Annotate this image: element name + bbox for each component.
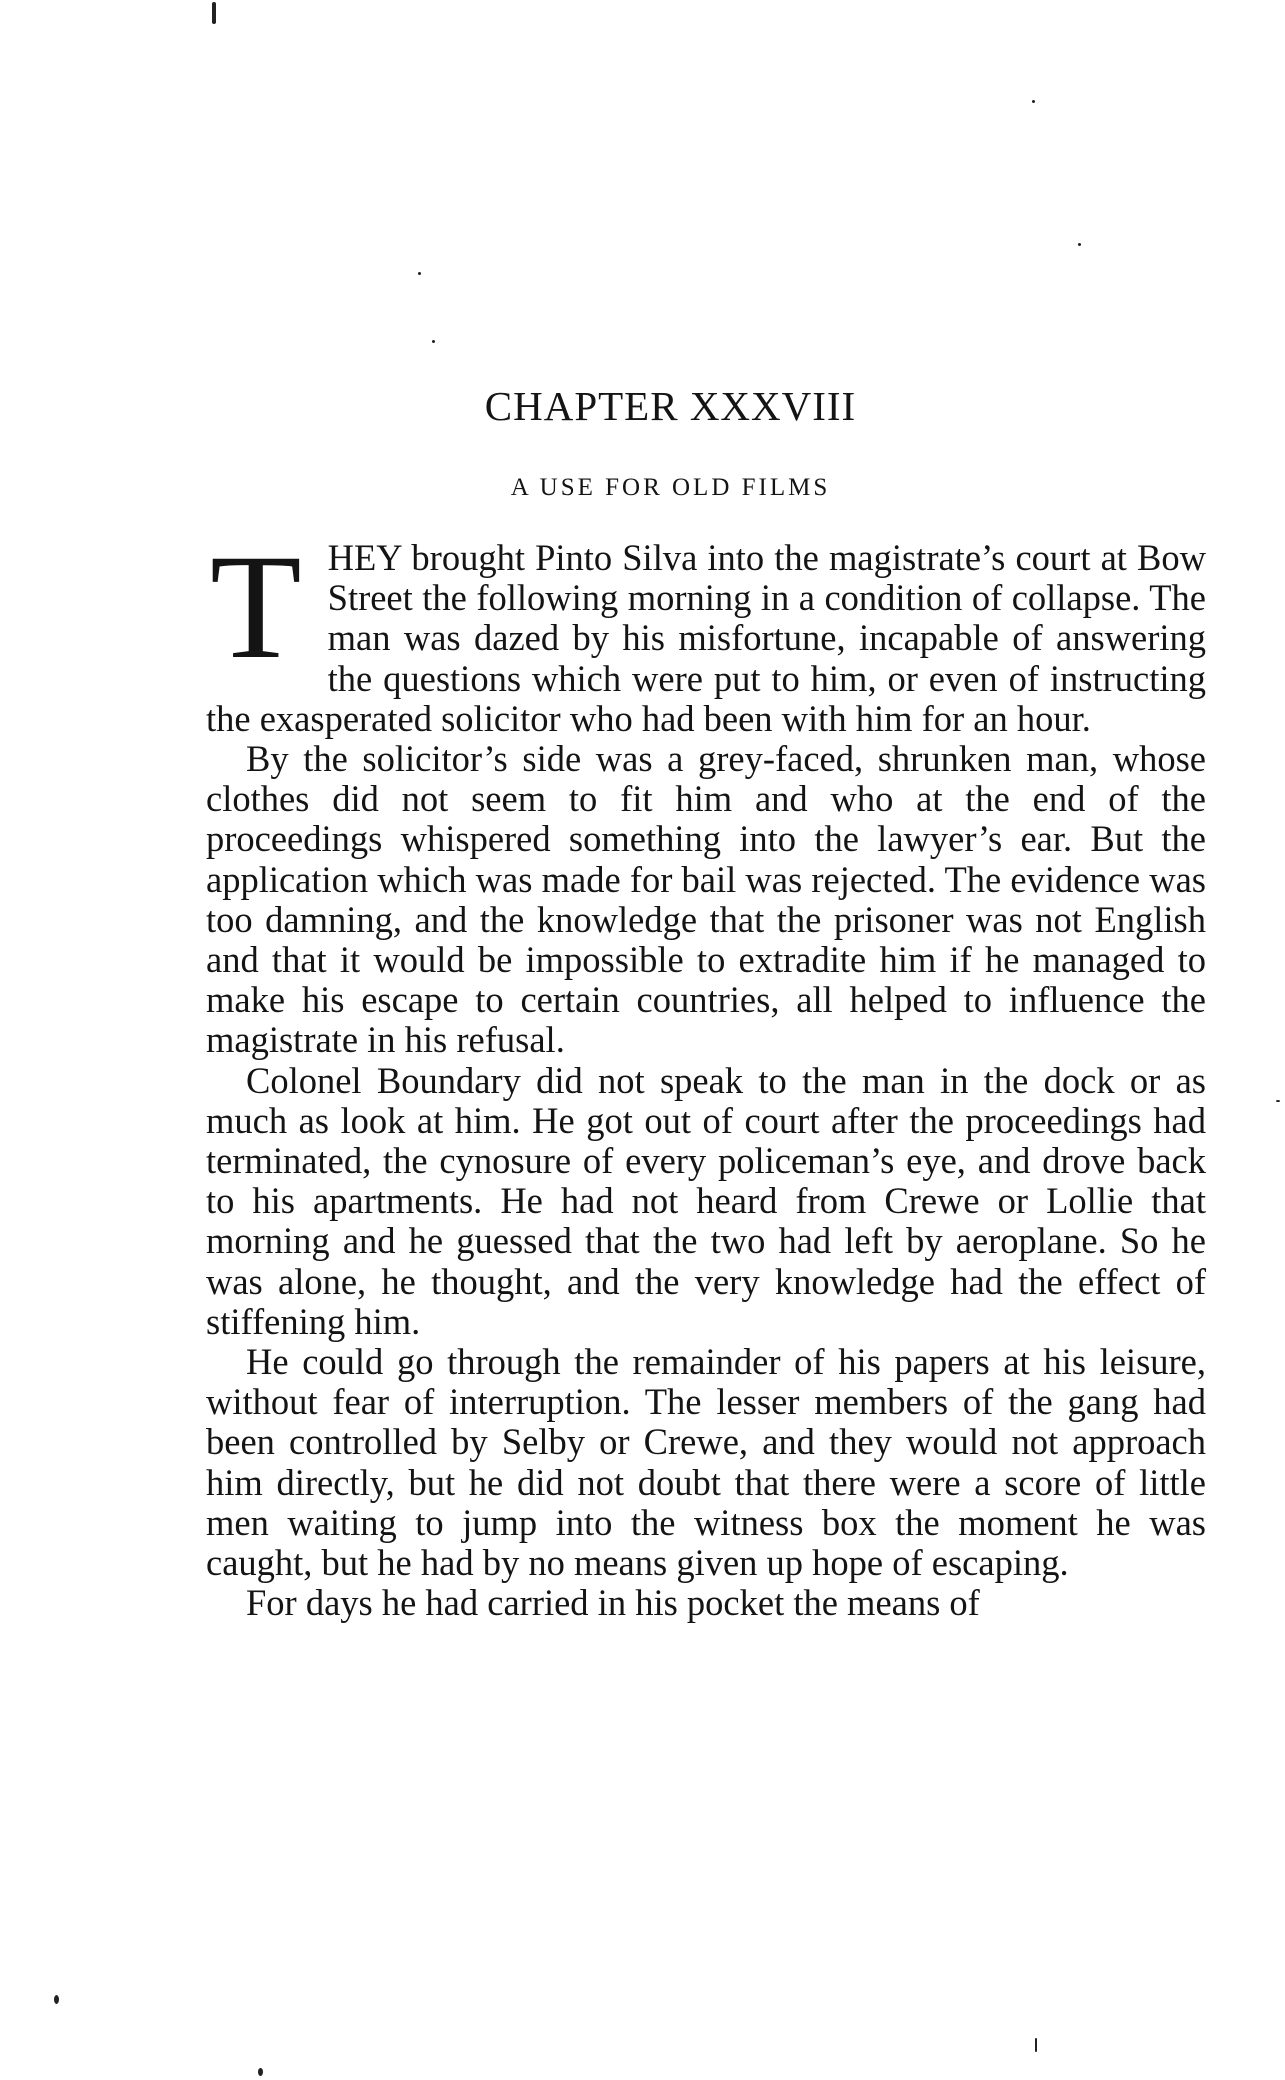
- print-mark: [54, 1995, 59, 2004]
- print-mark: [1032, 100, 1035, 103]
- chapter-subtitle: A USE FOR OLD FILMS: [510, 474, 831, 501]
- paragraph: He could go through the remainder of his papers at his leisure, without fear of interruption. The lesser members of the gang had been controlled by Selby or Crewe, and they would not approach him directly, but he did not doubt that there were a score of little men waiting to jump into the witness box the moment he was caught, but he had by no means given up hope of escaping.: [206, 1341, 1206, 1584]
- print-mark: [1035, 2038, 1037, 2052]
- paragraph: For days he had carried in his pocket the means of: [246, 1582, 980, 1624]
- paragraph-text: HEY brought Pinto Silva into the magistrate’s court at Bow Street the following morning in a condition of collapse. The man was dazed by his misfortune, incapable of answering the questions which were put to him, or even of instructing the exasperated solicitor who had been with him for an hour.: [206, 537, 1206, 739]
- print-mark: [258, 2068, 263, 2076]
- print-mark: [418, 272, 421, 275]
- print-mark: [1078, 243, 1081, 246]
- drop-cap: T: [210, 524, 302, 690]
- paragraph: [206, 524, 1206, 739]
- print-mark: [212, 2, 216, 24]
- paragraph: Colonel Boundary did not speak to the man in the dock or as much as look at him. He got out of court after the proceedings had terminated, the cynosure of every policeman’s eye, and drove back to his apartments. He had not heard from Crewe or Lollie that morning and he guessed that the two had left by aeroplane. So he was alone, he thought, and the very knowledge had the effect of stiffening him.: [206, 1059, 1206, 1342]
- chapter-body: [206, 524, 1206, 1624]
- chapter-title: CHAPTER XXXVIII: [484, 383, 857, 429]
- print-mark: [432, 340, 435, 343]
- paragraph: By the solicitor’s side was a grey-faced, shrunken man, whose clothes did not seem to fit him and who at the end of the proceedings whispered something into the lawyer’s ear. But the application which was made for bail was rejected. The evidence was too damning, and the knowledge that the prisoner was not English and that it would be impossible to extradite him if he managed to make his escape to certain countries, all helped to influence the magistrate in his refusal.: [206, 738, 1206, 1061]
- print-mark: [1276, 1100, 1280, 1102]
